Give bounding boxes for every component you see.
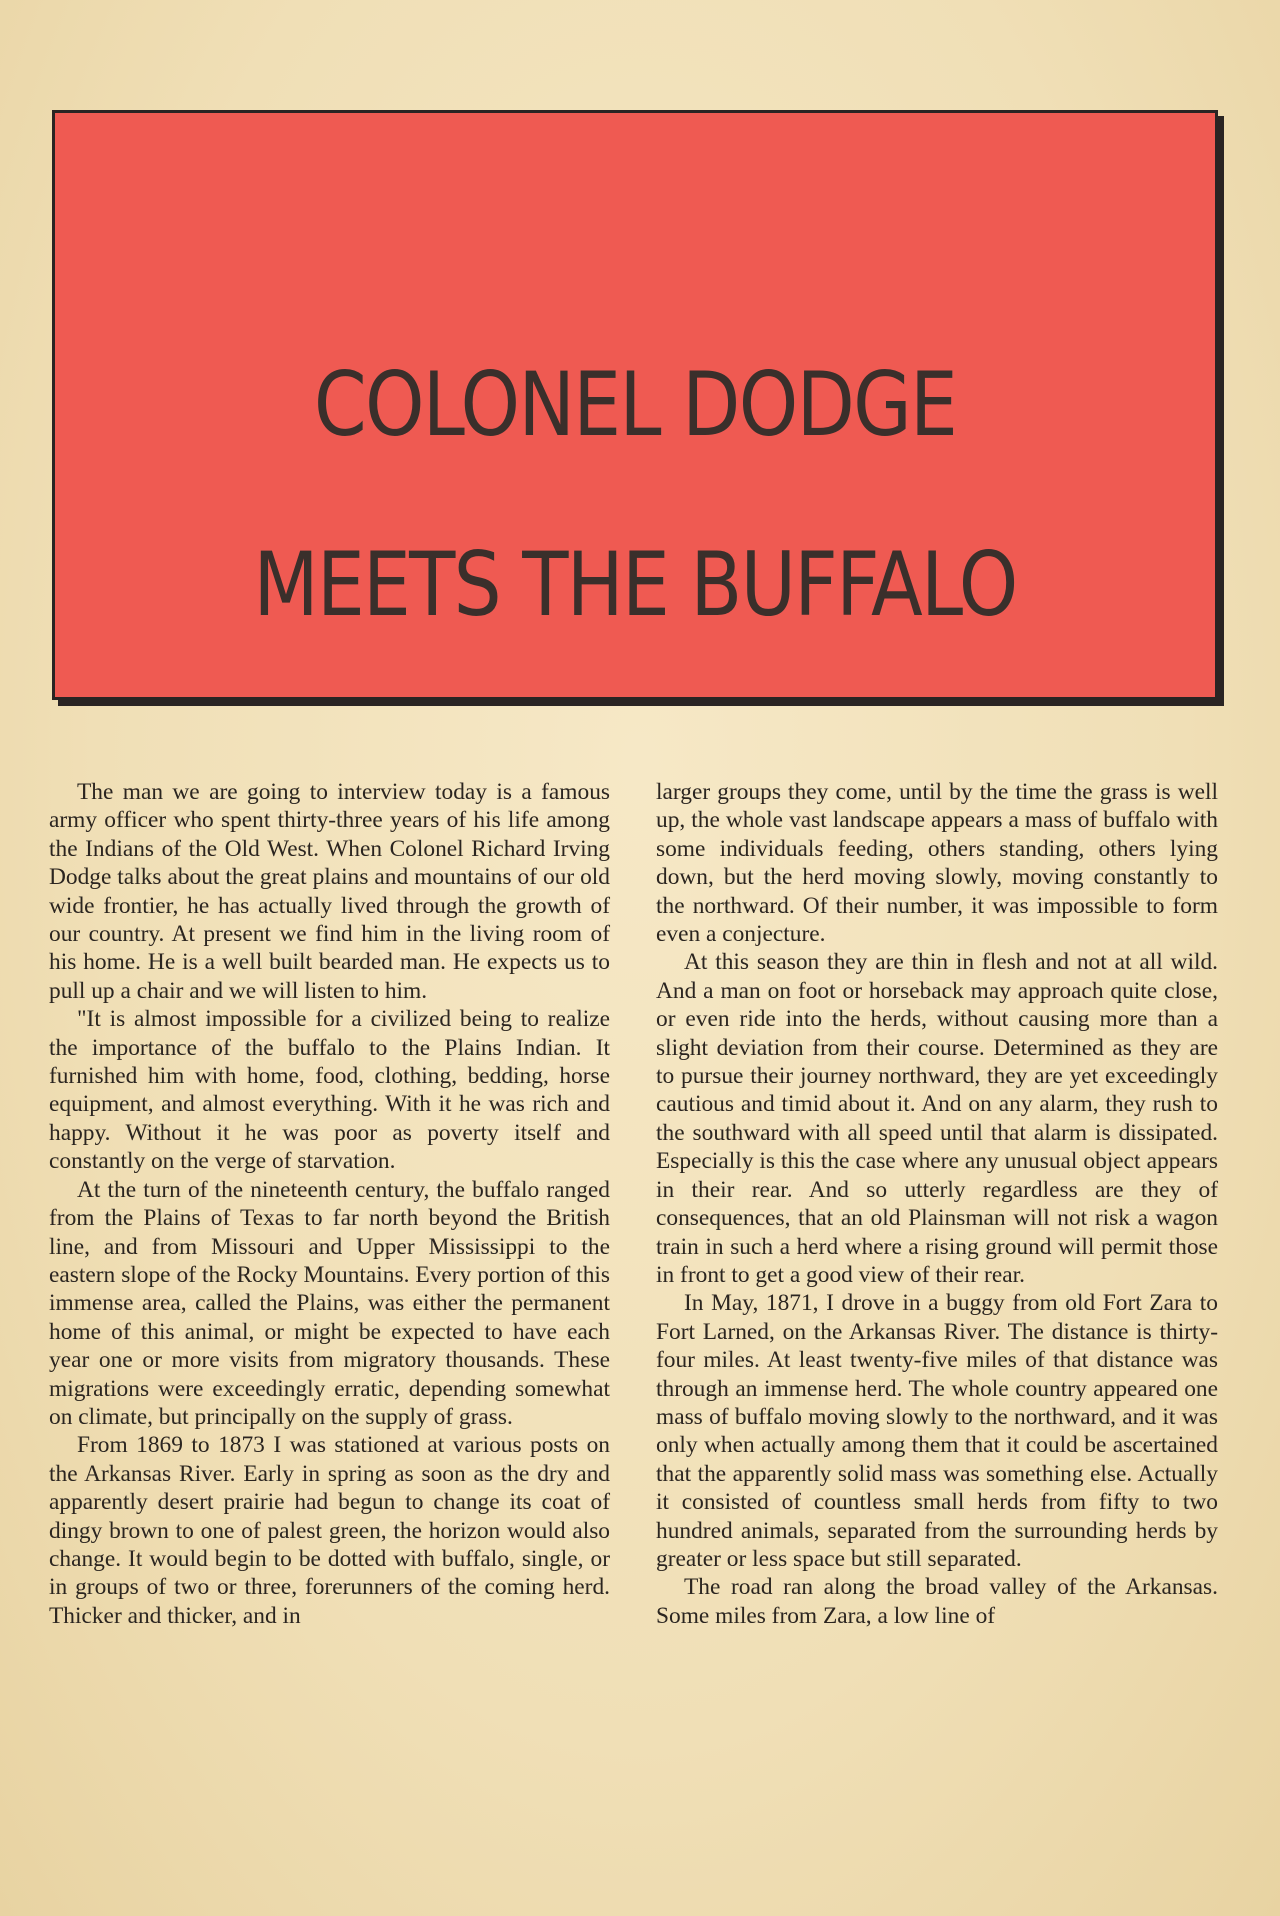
paragraph: larger groups they come, until by the time the grass is well up, the whole vast landscape appears a mass of buffalo with some individuals feeding, others standing, others lying down, but the herd moving slowly, moving constantly to the northward. Of their number, it was impossible to form even a conjecture. (656, 779, 1218, 948)
article-column-left (49, 778, 610, 1630)
article-column-right (656, 778, 1218, 1630)
paragraph: From 1869 to 1873 I was stationed at various posts on the Arkansas River. Early in spring as soon as the dry and apparently desert prairie had begun to change its coat of dingy brown to one of palest green, the horizon would also change. It would begin to be dotted with buffalo, single, or in groups of two or three, forerunners of the coming herd. Thicker and thicker, and in (49, 1432, 610, 1629)
title-line-1: COLONEL DODGE (313, 353, 957, 456)
paragraph: The road ran along the broad valley of the Arkansas. Some miles from Zara, a low line of (656, 1574, 1218, 1629)
paragraph: The man we are going to interview today is a famous army officer who spent thirty-three years of his life among the Indians of the Old West. When Colonel Richard Irving Dodge talks about the great plains and mountains of our old wide frontier, he has actually lived through the growth of our country. At present we find him in the living room of his home. He is a well built bearded man. He expects us to pull up a chair and we will listen to him. (49, 779, 610, 1004)
paragraph: "It is almost impossible for a civilized being to realize the importance of the buffalo to the Plains Indian. It furnished him with home, food, clothing, bedding, horse equipment, and almost everything. With it he was rich and happy. Without it he was poor as poverty itself and constantly on the verge of starvation. (49, 1006, 610, 1175)
paragraph: At this season they are thin in flesh and not at all wild. And a man on foot or horseback may approach quite close, or even ride into the herds, without causing more than a slight deviation from their course. Determined as they are to pursue their journey northward, they are yet exceedingly cautious and timid about it. And on any alarm, they rush to the southward with all speed until that alarm is dissipated. Especially is this the case where any unusual object appears in their rear. And so utterly regardless are they of consequences, that an old Plainsman will not risk a wagon train in such a herd where a rising ground will permit those in front to get a good view of their rear. (656, 949, 1218, 1288)
paragraph: In May, 1871, I drove in a buggy from old Fort Zara to Fort Larned, on the Arkansas River. The distance is thirty-four miles. At least twenty-five miles of that distance was through an immense herd. The whole country appeared one mass of buffalo moving slowly to the northward, and it was only when actually among them that it could be ascertained that the apparently solid mass was something else. Actually it consisted of countless small herds from fifty to two hundred animals, separated from the surrounding herds by greater or less space but still separated. (656, 1290, 1218, 1572)
paragraph: At the turn of the nineteenth century, the buffalo ranged from the Plains of Texas to far north beyond the British line, and from Missouri and Upper Mississippi to the eastern slope of the Rocky Mountains. Every portion of this immense area, called the Plains, was either the permanent home of this animal, or might be expected to have each year one or more visits from migratory thousands. These migrations were exceedingly erratic, depending somewhat on climate, but principally on the supply of grass. (49, 1176, 610, 1430)
title-banner (52, 110, 1218, 700)
title-line-2: MEETS THE BUFFALO (253, 533, 1017, 636)
